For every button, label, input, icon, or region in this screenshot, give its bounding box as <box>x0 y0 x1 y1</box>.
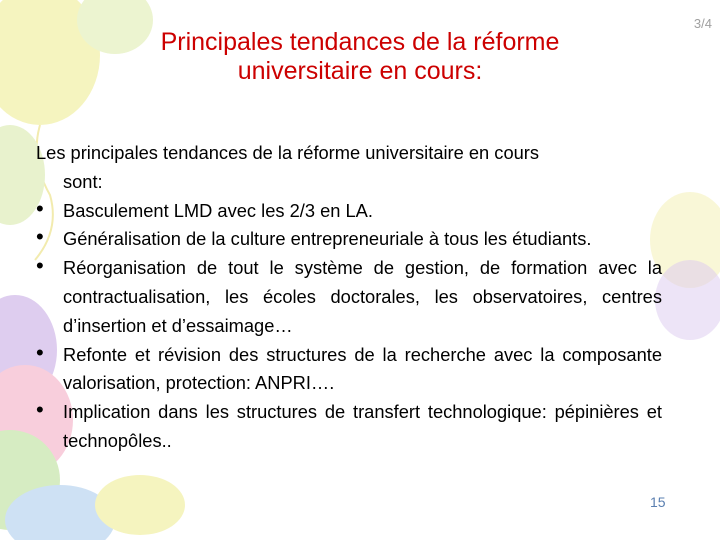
bullet-icon: • <box>36 224 44 250</box>
balloon-yellow-bottom <box>95 475 185 535</box>
intro-line-2: sont: <box>63 170 103 192</box>
bullet-icon: • <box>36 339 44 365</box>
title-line-1: Principales tendances de la réforme <box>160 28 560 56</box>
list-item <box>36 341 662 399</box>
page-title <box>70 28 650 86</box>
title-line-2: universitaire en cours: <box>237 57 483 85</box>
list-item <box>36 197 662 226</box>
intro-line-1: Les principales tendances de la réforme universitaire en cours <box>36 142 540 163</box>
list-item-text: Généralisation de la culture entrepreneuriale à tous les étudiants. <box>63 228 592 250</box>
bullet-icon: • <box>36 397 44 423</box>
list-item-text: Implication dans les structures de transfert technologique: pépinières et technopôles.. <box>63 401 662 451</box>
bullet-icon: • <box>36 195 44 221</box>
slide-number: 15 <box>650 494 666 510</box>
page-counter: 3/4 <box>693 16 712 31</box>
list-item <box>36 225 662 254</box>
bullet-list <box>36 197 662 456</box>
list-item <box>36 254 662 340</box>
intro-paragraph <box>36 139 662 197</box>
list-item-text: Basculement LMD avec les 2/3 en LA. <box>63 199 373 221</box>
bullet-icon: • <box>36 253 44 279</box>
list-item-text: Réorganisation de tout le système de gestion, de formation avec la contractualisation, les écoles doctorales, les observatoires, centres d’insertion et d’essaimage… <box>63 257 662 336</box>
slide-body <box>36 139 662 456</box>
list-item-text: Refonte et révision des structures de la recherche avec la composante valorisation, protection: ANPRI…. <box>63 343 662 394</box>
list-item <box>36 398 662 456</box>
